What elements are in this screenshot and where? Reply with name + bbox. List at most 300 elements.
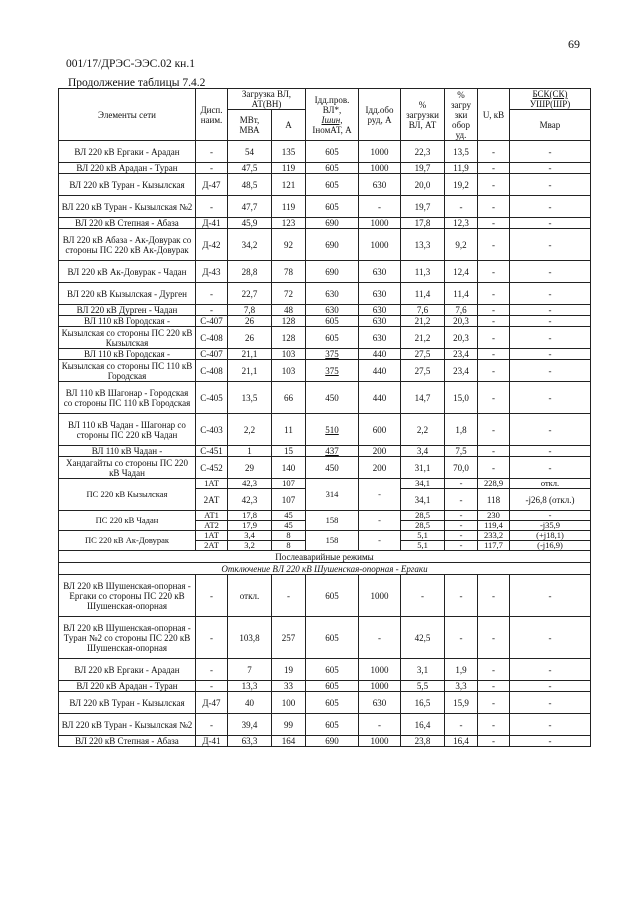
cell-idd-obor: 1000: [359, 218, 401, 229]
cell-idd-obor: 630: [359, 327, 401, 349]
cell-pct-equip: 3,3: [445, 681, 478, 692]
header-bsk-line1: БСК(СК): [532, 89, 568, 99]
cell-element: ВЛ 220 кВ Шушенская-опорная - Ергаки со стороны ПС 220 кВ Шушенская-опорная: [59, 575, 196, 617]
cell-pct-load: 20,0: [401, 174, 445, 196]
cell-disp: 2АТ: [196, 541, 228, 551]
document-code: 001/17/ДРЭС-ЭЭС.02 кн.1: [66, 58, 195, 70]
cell-q: -: [510, 446, 591, 457]
cell-idd-obor: 630: [359, 316, 401, 327]
table-row: [59, 479, 591, 489]
cell-mw: 2,2: [228, 414, 272, 446]
cell-amp: 123: [272, 218, 306, 229]
cell-amp: 15: [272, 446, 306, 457]
cell-pct-equip: 13,5: [445, 141, 478, 163]
cell-element: ВЛ 110 кВ Чадан - Шагонар со стороны ПС 220 кВ Чадан: [59, 414, 196, 446]
cell-element: ВЛ 220 кВ Туран - Кызылская №2: [59, 714, 196, 736]
cell-element: ВЛ 110 кВ Шагонар - Городская со стороны ПС 110 кВ Городская: [59, 382, 196, 414]
cell-amp: -: [272, 575, 306, 617]
cell-disp: С-408: [196, 327, 228, 349]
load-table: [58, 88, 591, 747]
cell-u: -: [478, 316, 510, 327]
cell-q: -: [510, 141, 591, 163]
cell-pct-load: 21,2: [401, 316, 445, 327]
cell-mw: 47,7: [228, 196, 272, 218]
cell-idd-prov: 158: [306, 531, 359, 551]
cell-pct-load: 11,3: [401, 261, 445, 283]
table-row: [59, 446, 591, 457]
cell-idd-prov: 510: [306, 414, 359, 446]
cell-q: (+j18,1): [510, 531, 591, 541]
cell-q: -: [510, 457, 591, 479]
cell-pct-equip: -: [445, 511, 478, 521]
header-idd-prov-line1: Iдд.пров. ВЛ*,: [314, 94, 350, 115]
cell-disp: Д-43: [196, 261, 228, 283]
cell-disp: -: [196, 305, 228, 316]
cell-idd-prov: 630: [306, 283, 359, 305]
cell-pct-load: 23,8: [401, 736, 445, 747]
cell-element: ВЛ 220 кВ Ергаки - Арадан: [59, 141, 196, 163]
table-row: [59, 261, 591, 283]
header-mw: МВт, МВА: [228, 110, 272, 141]
cell-amp: 45: [272, 511, 306, 521]
table-row: [59, 163, 591, 174]
cell-idd-obor: 1000: [359, 229, 401, 261]
cell-mw: 48,5: [228, 174, 272, 196]
cell-pct-load: 27,5: [401, 349, 445, 360]
cell-q: -: [510, 736, 591, 747]
cell-idd-prov: 690: [306, 261, 359, 283]
cell-u: -: [478, 196, 510, 218]
table-row: [59, 360, 591, 382]
cell-pct-load: 21,2: [401, 327, 445, 349]
cell-u: -: [478, 141, 510, 163]
cell-pct-load: 14,7: [401, 382, 445, 414]
cell-u: -: [478, 283, 510, 305]
header-pct-load: % загрузки ВЛ, АТ: [401, 89, 445, 141]
cell-idd-prov: 605: [306, 316, 359, 327]
cell-disp: 2АТ: [196, 489, 228, 511]
cell-u: -: [478, 174, 510, 196]
cell-mw: 17,8: [228, 511, 272, 521]
cell-idd-prov: 314: [306, 479, 359, 511]
cell-idd-obor: 630: [359, 261, 401, 283]
cell-pct-equip: 16,4: [445, 736, 478, 747]
table-row: [59, 617, 591, 659]
cell-pct-load: 5,5: [401, 681, 445, 692]
cell-u: -: [478, 261, 510, 283]
cell-pct-load: 28,5: [401, 511, 445, 521]
cell-q: -: [510, 714, 591, 736]
cell-u: -: [478, 617, 510, 659]
cell-idd-prov: 605: [306, 327, 359, 349]
cell-pct-equip: 11,9: [445, 163, 478, 174]
cell-amp: 140: [272, 457, 306, 479]
cell-amp: 66: [272, 382, 306, 414]
cell-amp: 92: [272, 229, 306, 261]
cell-idd-prov: 690: [306, 218, 359, 229]
cell-pct-equip: -: [445, 531, 478, 541]
header-ushr: УШР(ШР): [529, 99, 571, 109]
cell-q: -: [510, 659, 591, 681]
header-disp: Дисп. наим.: [196, 89, 228, 141]
table-row: [59, 283, 591, 305]
cell-pct-load: 17,8: [401, 218, 445, 229]
cell-element: Кызылская со стороны ПС 220 кВ Кызылская: [59, 327, 196, 349]
cell-q: -: [510, 283, 591, 305]
cell-pct-equip: 23,4: [445, 360, 478, 382]
cell-disp: 1АТ: [196, 531, 228, 541]
table-row: [59, 305, 591, 316]
cell-pct-equip: 15,9: [445, 692, 478, 714]
table-row: [59, 414, 591, 446]
cell-u: -: [478, 681, 510, 692]
table-row: [59, 681, 591, 692]
table-row: [59, 736, 591, 747]
table-row: [59, 196, 591, 218]
cell-q: -: [510, 511, 591, 521]
cell-u: -: [478, 457, 510, 479]
cell-amp: 121: [272, 174, 306, 196]
table-row: [59, 692, 591, 714]
cell-u: -: [478, 327, 510, 349]
cell-pct-load: 31,1: [401, 457, 445, 479]
cell-u: -: [478, 382, 510, 414]
cell-pct-equip: -: [445, 479, 478, 489]
cell-idd-obor: -: [359, 714, 401, 736]
cell-amp: 48: [272, 305, 306, 316]
cell-element: ВЛ 220 кВ Степная - Абаза: [59, 218, 196, 229]
cell-amp: 128: [272, 327, 306, 349]
table-row: [59, 316, 591, 327]
cell-element: Хандагайты со стороны ПС 220 кВ Чадан: [59, 457, 196, 479]
cell-idd-prov: 605: [306, 659, 359, 681]
cell-idd-prov: 630: [306, 305, 359, 316]
cell-u: -: [478, 218, 510, 229]
cell-q: -: [510, 575, 591, 617]
cell-pct-load: 3,1: [401, 659, 445, 681]
cell-amp: 103: [272, 349, 306, 360]
cell-u: -: [478, 414, 510, 446]
cell-pct-equip: -: [445, 489, 478, 511]
cell-idd-obor: 1000: [359, 575, 401, 617]
cell-mw: 7: [228, 659, 272, 681]
cell-disp: -: [196, 196, 228, 218]
cell-element: ПС 220 кВ Ак-Довурак: [59, 531, 196, 551]
cell-q: -: [510, 196, 591, 218]
cell-amp: 107: [272, 479, 306, 489]
table-row: [59, 218, 591, 229]
cell-pct-equip: 20,3: [445, 316, 478, 327]
cell-amp: 164: [272, 736, 306, 747]
cell-pct-load: 13,3: [401, 229, 445, 261]
header-pct-equip: % загру зки обор уд.: [445, 89, 478, 141]
cell-mw: 54: [228, 141, 272, 163]
cell-idd-prov: 605: [306, 196, 359, 218]
cell-mw: 42,3: [228, 489, 272, 511]
table-row: [59, 174, 591, 196]
cell-disp: -: [196, 714, 228, 736]
cell-mw: 7,8: [228, 305, 272, 316]
cell-mw: 1: [228, 446, 272, 457]
cell-idd-obor: 1000: [359, 681, 401, 692]
cell-mw: 47,5: [228, 163, 272, 174]
cell-q: -j26,8 (откл.): [510, 489, 591, 511]
cell-amp: 78: [272, 261, 306, 283]
cell-mw: 13,5: [228, 382, 272, 414]
cell-element: ВЛ 220 кВ Ак-Довурак - Чадан: [59, 261, 196, 283]
cell-pct-load: 42,5: [401, 617, 445, 659]
cell-idd-obor: 1000: [359, 163, 401, 174]
cell-pct-equip: -: [445, 617, 478, 659]
cell-q: -: [510, 617, 591, 659]
page-number: 69: [568, 37, 580, 51]
header-inom-at: IномАТ, А: [312, 124, 352, 135]
cell-element: ВЛ 110 кВ Городская -: [59, 316, 196, 327]
cell-idd-obor: -: [359, 196, 401, 218]
cell-idd-obor: 1000: [359, 659, 401, 681]
cell-q: -: [510, 218, 591, 229]
table-row: [59, 349, 591, 360]
cell-idd-obor: 630: [359, 692, 401, 714]
cell-u: -: [478, 360, 510, 382]
cell-idd-prov: 450: [306, 382, 359, 414]
cell-amp: 11: [272, 414, 306, 446]
cell-pct-equip: 20,3: [445, 327, 478, 349]
cell-element: ВЛ 220 кВ Туран - Кызылская: [59, 174, 196, 196]
cell-pct-equip: 19,2: [445, 174, 478, 196]
cell-element: ВЛ 220 кВ Туран - Кызылская: [59, 692, 196, 714]
cell-disp: -: [196, 681, 228, 692]
cell-mw: 42,3: [228, 479, 272, 489]
cell-pct-load: 28,5: [401, 521, 445, 531]
cell-idd-obor: -: [359, 531, 401, 551]
table-row: [59, 714, 591, 736]
cell-pct-load: 27,5: [401, 360, 445, 382]
cell-q: -: [510, 229, 591, 261]
cell-u: 233,2: [478, 531, 510, 541]
header-idd-obor: Iдд.обо руд, А: [359, 89, 401, 141]
cell-u: 119,4: [478, 521, 510, 531]
cell-idd-obor: -: [359, 511, 401, 531]
cell-q: -: [510, 305, 591, 316]
header-bsk: [510, 89, 591, 110]
cell-q: -: [510, 349, 591, 360]
cell-amp: 100: [272, 692, 306, 714]
cell-q: -: [510, 692, 591, 714]
cell-q: -: [510, 327, 591, 349]
cell-idd-prov: 690: [306, 229, 359, 261]
cell-u: 230: [478, 511, 510, 521]
cell-pct-load: 7,6: [401, 305, 445, 316]
cell-mw: 13,3: [228, 681, 272, 692]
table-row: [59, 575, 591, 617]
cell-q: -: [510, 382, 591, 414]
cell-amp: 33: [272, 681, 306, 692]
cell-disp: Д-41: [196, 736, 228, 747]
cell-pct-load: 11,4: [401, 283, 445, 305]
cell-amp: 8: [272, 541, 306, 551]
cell-amp: 72: [272, 283, 306, 305]
cell-element: Кызылская со стороны ПС 110 кВ Городская: [59, 360, 196, 382]
cell-q: -: [510, 163, 591, 174]
cell-idd-prov: 158: [306, 511, 359, 531]
header-u-kv: U, кВ: [478, 89, 510, 141]
cell-idd-prov: 437: [306, 446, 359, 457]
cell-pct-load: 3,4: [401, 446, 445, 457]
cell-pct-equip: 70,0: [445, 457, 478, 479]
cell-disp: -: [196, 283, 228, 305]
section-title: Послеаварийные режимы: [59, 551, 591, 563]
cell-pct-load: 2,2: [401, 414, 445, 446]
cell-pct-equip: -: [445, 575, 478, 617]
cell-element: ПС 220 кВ Кызылская: [59, 479, 196, 511]
cell-disp: АТ2: [196, 521, 228, 531]
cell-amp: 8: [272, 531, 306, 541]
cell-q: откл.: [510, 479, 591, 489]
cell-idd-obor: -: [359, 479, 401, 511]
cell-u: 118: [478, 489, 510, 511]
table-row: [59, 511, 591, 521]
table-row: [59, 457, 591, 479]
cell-mw: 26: [228, 316, 272, 327]
cell-disp: С-452: [196, 457, 228, 479]
cell-mw: 63,3: [228, 736, 272, 747]
section-row: [59, 551, 591, 563]
cell-mw: 21,1: [228, 349, 272, 360]
header-elements: Элементы сети: [59, 89, 196, 141]
cell-idd-obor: 1000: [359, 141, 401, 163]
cell-element: ВЛ 220 кВ Туран - Кызылская №2: [59, 196, 196, 218]
cell-idd-obor: 630: [359, 283, 401, 305]
cell-mw: 3,2: [228, 541, 272, 551]
cell-amp: 45: [272, 521, 306, 531]
cell-disp: Д-47: [196, 692, 228, 714]
cell-idd-prov: 605: [306, 141, 359, 163]
cell-idd-prov: 375: [306, 349, 359, 360]
cell-disp: Д-41: [196, 218, 228, 229]
table-row: [59, 531, 591, 541]
subsection-title: Отключение ВЛ 220 кВ Шушенская-опорная - Ергаки: [59, 563, 591, 575]
cell-pct-load: 19,7: [401, 196, 445, 218]
cell-disp: С-403: [196, 414, 228, 446]
cell-disp: -: [196, 163, 228, 174]
cell-idd-obor: 600: [359, 414, 401, 446]
cell-idd-prov: 605: [306, 617, 359, 659]
cell-element: ВЛ 220 кВ Шушенская-опорная - Туран №2 со стороны ПС 220 кВ Шушенская-опорная: [59, 617, 196, 659]
cell-q: -j35,9: [510, 521, 591, 531]
cell-idd-prov: 605: [306, 575, 359, 617]
cell-u: -: [478, 305, 510, 316]
cell-element: ВЛ 220 кВ Степная - Абаза: [59, 736, 196, 747]
cell-idd-prov: 375: [306, 360, 359, 382]
cell-idd-prov: 605: [306, 692, 359, 714]
cell-pct-equip: -: [445, 541, 478, 551]
cell-pct-equip: -: [445, 714, 478, 736]
cell-disp: -: [196, 141, 228, 163]
cell-pct-equip: 15,0: [445, 382, 478, 414]
cell-disp: Д-47: [196, 174, 228, 196]
cell-pct-equip: 23,4: [445, 349, 478, 360]
cell-pct-load: -: [401, 575, 445, 617]
cell-pct-load: 5,1: [401, 531, 445, 541]
cell-pct-equip: 7,5: [445, 446, 478, 457]
cell-pct-load: 19,7: [401, 163, 445, 174]
cell-amp: 128: [272, 316, 306, 327]
cell-mw: 17,9: [228, 521, 272, 531]
cell-idd-obor: 440: [359, 349, 401, 360]
cell-disp: С-408: [196, 360, 228, 382]
subsection-row: [59, 563, 591, 575]
cell-pct-equip: 12,4: [445, 261, 478, 283]
cell-amp: 135: [272, 141, 306, 163]
cell-amp: 119: [272, 163, 306, 174]
cell-element: ВЛ 220 кВ Арадан - Туран: [59, 163, 196, 174]
cell-amp: 99: [272, 714, 306, 736]
cell-mw: 22,7: [228, 283, 272, 305]
cell-element: ВЛ 110 кВ Городская -: [59, 349, 196, 360]
cell-element: ПС 220 кВ Чадан: [59, 511, 196, 531]
cell-mw: 40: [228, 692, 272, 714]
cell-pct-load: 16,5: [401, 692, 445, 714]
cell-pct-load: 22,3: [401, 141, 445, 163]
table-row: [59, 229, 591, 261]
cell-u: -: [478, 229, 510, 261]
table-caption: Продолжение таблицы 7.4.2: [68, 77, 206, 89]
cell-amp: 107: [272, 489, 306, 511]
cell-disp: С-405: [196, 382, 228, 414]
cell-u: 228,9: [478, 479, 510, 489]
cell-idd-obor: 630: [359, 305, 401, 316]
cell-pct-equip: -: [445, 521, 478, 531]
cell-pct-equip: 12,3: [445, 218, 478, 229]
header-amp: А: [272, 110, 306, 141]
cell-disp: -: [196, 575, 228, 617]
cell-idd-obor: 200: [359, 446, 401, 457]
cell-disp: -: [196, 659, 228, 681]
cell-pct-equip: 11,4: [445, 283, 478, 305]
cell-idd-obor: 440: [359, 360, 401, 382]
cell-pct-equip: 7,6: [445, 305, 478, 316]
cell-q: (-j16,9): [510, 541, 591, 551]
cell-disp: 1АТ: [196, 479, 228, 489]
table-row: [59, 382, 591, 414]
cell-mw: 3,4: [228, 531, 272, 541]
table-row: [59, 327, 591, 349]
table-row: [59, 659, 591, 681]
cell-u: -: [478, 692, 510, 714]
cell-element: ВЛ 220 кВ Абаза - Ак-Довурак со стороны ПС 220 кВ Ак-Довурак: [59, 229, 196, 261]
cell-q: -: [510, 316, 591, 327]
cell-pct-load: 34,1: [401, 489, 445, 511]
cell-mw: 28,8: [228, 261, 272, 283]
cell-mw: 29: [228, 457, 272, 479]
cell-u: -: [478, 659, 510, 681]
cell-q: -: [510, 360, 591, 382]
cell-u: -: [478, 349, 510, 360]
cell-mw: 45,9: [228, 218, 272, 229]
cell-mw: 26: [228, 327, 272, 349]
cell-u: -: [478, 575, 510, 617]
cell-u: -: [478, 714, 510, 736]
cell-disp: -: [196, 617, 228, 659]
cell-idd-prov: 605: [306, 174, 359, 196]
cell-disp: С-407: [196, 316, 228, 327]
cell-amp: 103: [272, 360, 306, 382]
cell-idd-prov: 605: [306, 163, 359, 174]
cell-idd-obor: 200: [359, 457, 401, 479]
cell-disp: С-407: [196, 349, 228, 360]
header-ishin: Iшин,: [321, 114, 343, 125]
